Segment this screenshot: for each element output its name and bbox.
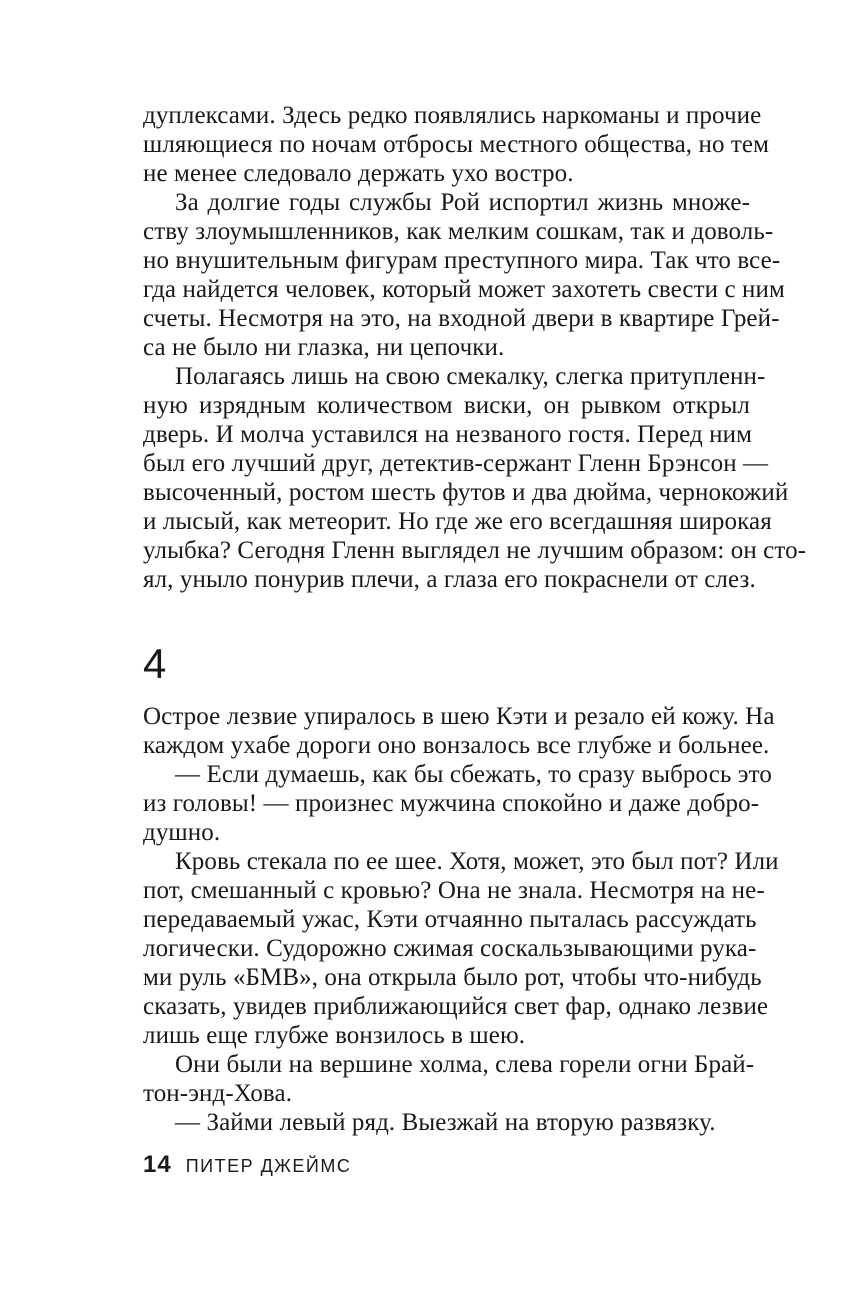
text-line: шляющиеся по ночам отбросы местного общества, но тем [143,131,770,158]
text-line: высоченный, ростом шесть футов и два дюйма, чернокожий [143,479,789,506]
text-line: и лысый, как метеорит. Но где же его всегдашняя широкая [143,508,772,535]
text-line: передаваемый ужас, Кэти отчаянно пыталась рассуждать [143,906,757,933]
text-line: дверь. И молча уставился на незваного гостя. Перед ним [143,421,753,448]
text-line: счеты. Несмотря на это, на входной двери в квартире Грей- [143,305,780,332]
text-line: Полагаясь лишь на свою смекалку, слегка притупленн- [175,363,766,390]
text-line: был его лучший друг, детектив-сержант Гленн Брэнсон — [143,450,769,477]
text-line: не менее следовало держать ухо востро. [143,160,574,187]
text-line: — Если думаешь, как бы сбежать, то сразу выбрось это [175,761,772,788]
text-line: Острое лезвие упиралось в шею Кэти и резало ей кожу. На [143,703,775,730]
text-line: но внушительным фигурам преступного мира. Так что все- [143,247,781,274]
text-line: тон-энд-Хова. [143,1080,293,1107]
text-line: За долгие годы службы Рой испортил жизнь множе- [175,189,750,216]
text-line: са не было ни глазка, ни цепочки. [143,334,505,361]
text-line: ми руль «БМВ», она открыла было рот, чтобы что-нибудь [143,964,762,991]
text-line: сказать, увидев приближающийся свет фар, однако лезвие [143,993,769,1020]
text-line: из головы! — произнес мужчина спокойно и даже добро- [143,790,760,817]
page-number: 14 [143,1151,172,1178]
text-line: каждом ухабе дороги оно вонзалось все глубже и больнее. [143,732,770,759]
text-line: пот, смешанный с кровью? Она не знала. Несмотря на не- [143,877,765,904]
text-line: лишь еще глубже вонзилось в шею. [143,1022,526,1049]
text-line: дуплексами. Здесь редко появлялись наркоманы и прочие [143,102,762,129]
text-line: логически. Судорожно сжимая соскальзывающими рука- [143,935,757,962]
text-line: душно. [143,819,221,846]
text-line: улыбка? Сегодня Гленн выглядел не лучшим образом: он сто- [143,537,807,564]
text-line: Кровь стекала по ее шее. Хотя, может, это был пот? Или [175,848,779,875]
text-line: — Займи левый ряд. Выезжай на вторую развязку. [175,1109,716,1136]
text-line: ял, уныло понурив плечи, а глаза его покраснели от слез. [143,566,756,593]
text-line: Они были на вершине холма, слева горели огни Брай- [175,1051,755,1078]
running-head: ПИТЕР ДЖЕЙМС [185,1156,352,1176]
page-footer [143,1150,351,1180]
text-line: гда найдется человек, который может захотеть свести с ним [143,276,785,303]
text-line: ную изрядным количеством виски, он рывком открыл [143,392,750,419]
chapter-number: 4 [143,640,167,687]
text-line: ству злоумышленников, как мелким сошкам, так и доволь- [143,218,774,245]
